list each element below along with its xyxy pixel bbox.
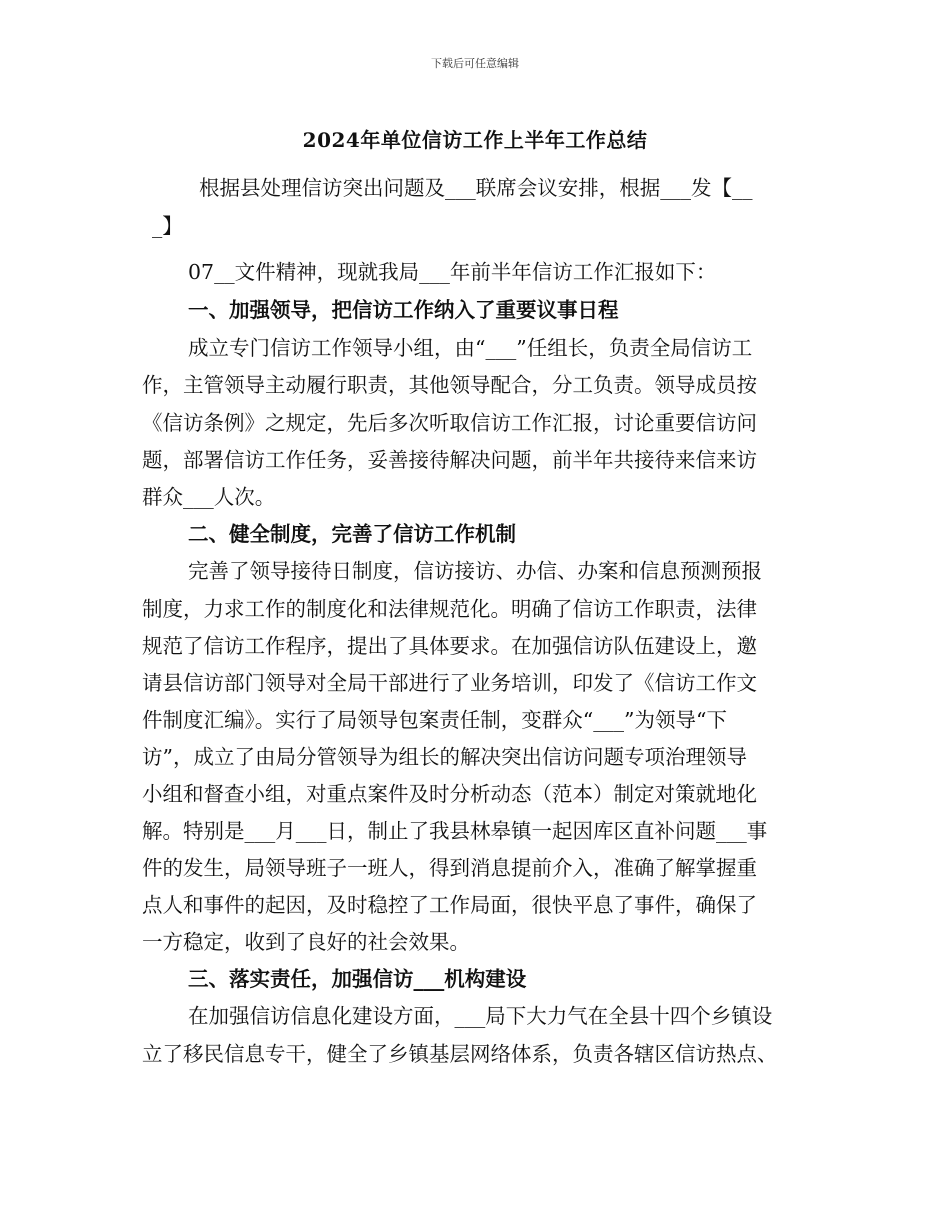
paragraph-line: 在加强信访信息化建设方面，___局下大力气在全县十四个乡镇设 (188, 1004, 773, 1028)
paragraph-line: _】 (152, 214, 183, 238)
paragraph-line: 解。特别是___月___日，制止了我县林皋镇一起因库区直补问题___事 (142, 819, 768, 843)
document-title: 2024年单位信访工作上半年工作总结 (302, 128, 648, 152)
paragraph-line: 件的发生，局领导班子一班人，得到消息提前介入，准确了解掌握重 (142, 856, 757, 880)
paragraph-line: 规范了信访工作程序，提出了具体要求。在加强信访队伍建设上，邀 (142, 634, 757, 658)
paragraph-line: 立了移民信息专干，健全了乡镇基层网络体系，负责各辖区信访热点、 (142, 1042, 778, 1066)
paragraph-line: 07__文件精神，现就我局___年前半年信访工作汇报如下： (188, 260, 717, 284)
paragraph-line: 小组和督查小组，对重点案件及时分析动态（范本）制定对策就地化 (142, 782, 757, 806)
header-note: 下载后可任意编辑 (431, 57, 519, 70)
section-heading-3: 三、落实责任，加强信访___机构建设 (188, 967, 527, 991)
section-heading-1: 一、加强领导，把信访工作纳入了重要议事日程 (188, 298, 619, 322)
paragraph-line: 作，主管领导主动履行职责，其他领导配合，分工负责。领导成员按 (142, 373, 757, 397)
paragraph-line: 请县信访部门领导对全局干部进行了业务培训，印发了《信访工作文 (142, 671, 757, 695)
paragraph-line: 题，部署信访工作任务，妥善接待解决问题，前半年共接待来信来访 (142, 448, 757, 472)
paragraph-line: 一方稳定，收到了良好的社会效果。 (142, 930, 470, 954)
paragraph-line: 访”，成立了由局分管领导为组长的解决突出信访问题专项治理领导 (142, 745, 747, 769)
paragraph-line: 件制度汇编》。实行了局领导包案责任制，变群众“___”为领导“下 (142, 708, 727, 732)
paragraph-line: 点人和事件的起因，及时稳控了工作局面，很快平息了事件，确保了 (142, 893, 757, 917)
paragraph-line: 完善了领导接待日制度，信访接访、办信、办案和信息预测预报 (188, 559, 762, 583)
paragraph-line: 群众___人次。 (142, 485, 276, 509)
paragraph-line: 根据县处理信访突出问题及___联席会议安排，根据___发【__ (199, 176, 753, 200)
paragraph-line: 《信访条例》之规定，先后多次听取信访工作汇报，讨论重要信访问 (142, 411, 757, 435)
paragraph-line: 成立专门信访工作领导小组，由“___”任组长，负责全局信访工 (188, 336, 753, 360)
section-heading-2: 二、健全制度，完善了信访工作机制 (188, 522, 516, 546)
paragraph-line: 制度，力求工作的制度化和法律规范化。明确了信访工作职责，法律 (142, 597, 757, 621)
